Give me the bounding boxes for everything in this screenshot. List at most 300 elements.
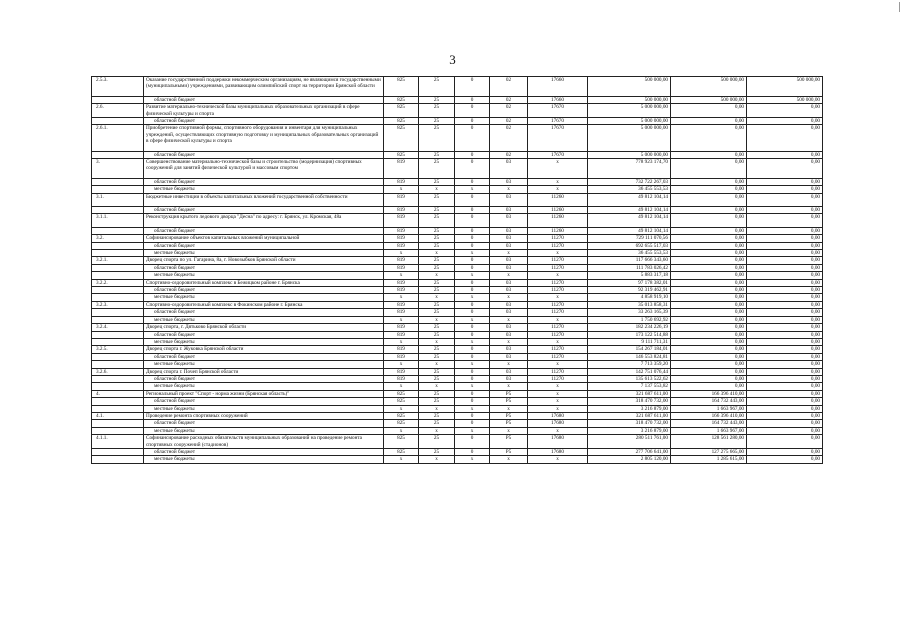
code-cell-program: 25 xyxy=(419,193,455,206)
code-cell-program: 25 xyxy=(419,301,455,308)
code-cell-program: 25 xyxy=(419,368,455,375)
amount-year-3-cell: 500 000,00 xyxy=(747,96,823,103)
code-cell-ministry: 819 xyxy=(384,227,419,234)
row-name-cell: областной бюджет xyxy=(144,287,384,294)
code-cell-direction: х xyxy=(528,338,588,345)
amount-year-3-cell: 0,00 xyxy=(747,368,823,375)
amount-year-2-cell: 128 561 280,00 xyxy=(671,435,747,449)
code-cell-program: 25 xyxy=(419,257,455,264)
code-cell-program: 25 xyxy=(419,398,455,405)
amount-year-2-cell: 0,00 xyxy=(671,264,747,271)
amount-year-3-cell: 0,00 xyxy=(747,242,823,249)
code-cell-event: 03 xyxy=(490,368,528,375)
row-name-cell: областной бюджет xyxy=(144,178,384,185)
amount-year-1-cell: 36 455 553,53 xyxy=(588,186,671,193)
code-cell-program: х xyxy=(419,456,455,463)
code-cell-program: 25 xyxy=(419,435,455,449)
amount-year-1-cell: 277 706 641,00 xyxy=(588,449,671,456)
code-cell-ministry: 825 xyxy=(384,398,419,405)
code-cell-ministry: 825 xyxy=(384,435,419,449)
amount-year-1-cell: 36 455 553,53 xyxy=(588,250,671,257)
code-cell-program: 25 xyxy=(419,279,455,286)
row-number-cell: 4.1.1. xyxy=(92,435,144,449)
code-cell-event: 03 xyxy=(490,235,528,242)
code-cell-subprogram: 0 xyxy=(455,193,490,206)
row-name-cell: областной бюджет xyxy=(144,420,384,427)
amount-year-3-cell: 0,00 xyxy=(747,331,823,338)
amount-year-3-cell: 0,00 xyxy=(747,338,823,345)
row-name-cell: областной бюджет xyxy=(144,242,384,249)
code-cell-event: 03 xyxy=(490,279,528,286)
amount-year-1-cell: 5 000 000,00 xyxy=(588,125,671,151)
code-cell-direction: 11270 xyxy=(528,301,588,308)
amount-year-1-cell: 142 751 076,44 xyxy=(588,368,671,375)
amount-year-2-cell: 127 275 665,00 xyxy=(671,449,747,456)
code-cell-ministry: х xyxy=(384,383,419,390)
code-cell-ministry: 819 xyxy=(384,287,419,294)
code-cell-direction: х xyxy=(528,390,588,397)
code-cell-subprogram: 0 xyxy=(455,279,490,286)
budget-source-row xyxy=(92,449,823,456)
row-name-cell: Спортивно-оздоровительный комплекс в Бежицком районе г. Брянска xyxy=(144,279,384,286)
budget-source-row xyxy=(92,338,823,345)
code-cell-direction: 11270 xyxy=(528,264,588,271)
amount-year-3-cell: 0,00 xyxy=(747,309,823,316)
amount-year-3-cell: 0,00 xyxy=(747,375,823,382)
code-cell-event: х xyxy=(490,316,528,323)
amount-year-3-cell: 0,00 xyxy=(747,272,823,279)
code-cell-program: х xyxy=(419,405,455,412)
amount-year-2-cell: 500 000,00 xyxy=(671,77,747,97)
row-name-cell: Совершенствование материально-технической базы и строительство (модернизация) спортивных сооружений для занятий физической культурой и массовым спортом xyxy=(144,159,384,179)
row-number-cell: 2.6.1. xyxy=(92,125,144,151)
row-name-cell: областной бюджет xyxy=(144,449,384,456)
code-cell-ministry: 825 xyxy=(384,412,419,419)
code-cell-ministry: 819 xyxy=(384,193,419,206)
row-name-cell: областной бюджет xyxy=(144,331,384,338)
row-number-cell xyxy=(92,207,144,214)
amount-year-3-cell: 0,00 xyxy=(747,125,823,151)
code-cell-ministry: 819 xyxy=(384,214,419,227)
amount-year-2-cell: 0,00 xyxy=(671,151,747,158)
code-cell-subprogram: 0 xyxy=(455,151,490,158)
row-name-cell: местные бюджеты xyxy=(144,427,384,434)
code-cell-direction: х xyxy=(528,250,588,257)
budget-item-row xyxy=(92,257,823,264)
row-number-cell xyxy=(92,151,144,158)
code-cell-event: 02 xyxy=(490,77,528,97)
amount-year-2-cell: 0,00 xyxy=(671,287,747,294)
code-cell-ministry: х xyxy=(384,250,419,257)
row-name-cell: Дворец спорта, г. Дятьково Брянской области xyxy=(144,324,384,331)
code-cell-direction: 11270 xyxy=(528,235,588,242)
code-cell-subprogram: х xyxy=(455,456,490,463)
row-number-cell xyxy=(92,96,144,103)
budget-item-row xyxy=(92,435,823,449)
code-cell-direction: х xyxy=(528,178,588,185)
code-cell-direction: 11270 xyxy=(528,375,588,382)
budget-source-row xyxy=(92,207,823,214)
row-name-cell: областной бюджет xyxy=(144,118,384,125)
budget-item-row xyxy=(92,279,823,286)
amount-year-1-cell: 5 000 000,00 xyxy=(588,151,671,158)
amount-year-2-cell: 0,00 xyxy=(671,193,747,206)
code-cell-subprogram: х xyxy=(455,316,490,323)
amount-year-2-cell: 0,00 xyxy=(671,159,747,179)
code-cell-subprogram: 0 xyxy=(455,104,490,118)
code-cell-ministry: 819 xyxy=(384,207,419,214)
code-cell-program: 25 xyxy=(419,375,455,382)
code-cell-direction: 17670 xyxy=(528,104,588,118)
code-cell-program: 25 xyxy=(419,331,455,338)
budget-source-row xyxy=(92,151,823,158)
page-number: 3 xyxy=(449,52,456,67)
code-cell-ministry: 819 xyxy=(384,159,419,179)
code-cell-subprogram: 0 xyxy=(455,398,490,405)
amount-year-3-cell: 0,00 xyxy=(747,207,823,214)
amount-year-2-cell: 0,00 xyxy=(671,331,747,338)
amount-year-2-cell: 1 663 967,00 xyxy=(671,427,747,434)
code-cell-subprogram: 0 xyxy=(455,118,490,125)
code-cell-program: 25 xyxy=(419,390,455,397)
amount-year-1-cell: 173 122 514,88 xyxy=(588,331,671,338)
code-cell-program: х xyxy=(419,338,455,345)
code-cell-event: 03 xyxy=(490,178,528,185)
code-cell-ministry: х xyxy=(384,427,419,434)
code-cell-event: 02 xyxy=(490,151,528,158)
code-cell-subprogram: 0 xyxy=(455,77,490,97)
code-cell-subprogram: 0 xyxy=(455,412,490,419)
budget-source-row xyxy=(92,309,823,316)
code-cell-program: 25 xyxy=(419,118,455,125)
code-cell-direction: 11270 xyxy=(528,242,588,249)
code-cell-program: 25 xyxy=(419,104,455,118)
row-number-cell xyxy=(92,353,144,360)
code-cell-event: P5 xyxy=(490,420,528,427)
budget-source-row xyxy=(92,272,823,279)
amount-year-2-cell: 0,00 xyxy=(671,324,747,331)
amount-year-3-cell: 0,00 xyxy=(747,324,823,331)
code-cell-ministry: 825 xyxy=(384,125,419,151)
code-cell-event: 03 xyxy=(490,331,528,338)
amount-year-2-cell: 0,00 xyxy=(671,368,747,375)
row-number-cell: 3. xyxy=(92,159,144,179)
code-cell-direction: х xyxy=(528,361,588,368)
amount-year-2-cell: 0,00 xyxy=(671,346,747,353)
amount-year-1-cell: 146 553 824,81 xyxy=(588,353,671,360)
code-cell-subprogram: 0 xyxy=(455,257,490,264)
budget-source-row xyxy=(92,250,823,257)
code-cell-direction: х xyxy=(528,272,588,279)
amount-year-1-cell: 729 111 070,56 xyxy=(588,235,671,242)
code-cell-program: 25 xyxy=(419,235,455,242)
code-cell-event: 03 xyxy=(490,193,528,206)
code-cell-ministry: 825 xyxy=(384,77,419,97)
code-cell-subprogram: х xyxy=(455,361,490,368)
amount-year-2-cell: 0,00 xyxy=(671,301,747,308)
code-cell-event: P5 xyxy=(490,435,528,449)
row-number-cell: 3.2.3. xyxy=(92,301,144,308)
row-number-cell xyxy=(92,242,144,249)
code-cell-subprogram: 0 xyxy=(455,178,490,185)
amount-year-1-cell: 5 000 000,00 xyxy=(588,104,671,118)
row-number-cell: 4. xyxy=(92,390,144,397)
row-name-cell: местные бюджеты xyxy=(144,338,384,345)
row-number-cell: 3.1.1. xyxy=(92,214,144,227)
row-name-cell: областной бюджет xyxy=(144,96,384,103)
amount-year-1-cell: 4 858 919,10 xyxy=(588,294,671,301)
code-cell-direction: 11260 xyxy=(528,214,588,227)
code-cell-ministry: 825 xyxy=(384,118,419,125)
amount-year-3-cell: 0,00 xyxy=(747,412,823,419)
budget-item-row xyxy=(92,412,823,419)
amount-year-3-cell: 0,00 xyxy=(747,346,823,353)
code-cell-event: х xyxy=(490,272,528,279)
row-name-cell: местные бюджеты xyxy=(144,361,384,368)
budget-source-row xyxy=(92,420,823,427)
code-cell-ministry: х xyxy=(384,316,419,323)
code-cell-event: 02 xyxy=(490,118,528,125)
amount-year-3-cell: 0,00 xyxy=(747,449,823,456)
code-cell-program: х xyxy=(419,294,455,301)
code-cell-subprogram: х xyxy=(455,427,490,434)
amount-year-2-cell: 0,00 xyxy=(671,257,747,264)
code-cell-ministry: 825 xyxy=(384,420,419,427)
code-cell-program: 25 xyxy=(419,77,455,97)
code-cell-subprogram: 0 xyxy=(455,324,490,331)
code-cell-subprogram: 0 xyxy=(455,125,490,151)
row-number-cell xyxy=(92,383,144,390)
row-name-cell: Приобретение спортивной формы, спортивного оборудования и инвентаря для муниципальных учреждений, осуществляющих спортивную подготовку и муниципальных образовательных организаций в сфере физической культуры и спорта xyxy=(144,125,384,151)
amount-year-2-cell: 0,00 xyxy=(671,104,747,118)
amount-year-1-cell: 2 805 120,00 xyxy=(588,456,671,463)
amount-year-1-cell: 5 000 000,00 xyxy=(588,118,671,125)
amount-year-1-cell: 7 713 359,20 xyxy=(588,361,671,368)
code-cell-direction: 11270 xyxy=(528,324,588,331)
amount-year-1-cell: 9 111 711,31 xyxy=(588,338,671,345)
amount-year-1-cell: 49 812 104,14 xyxy=(588,207,671,214)
amount-year-3-cell: 0,00 xyxy=(747,398,823,405)
row-number-cell: 2.5.3. xyxy=(92,77,144,97)
row-number-cell xyxy=(92,456,144,463)
amount-year-1-cell: 692 655 517,03 xyxy=(588,242,671,249)
code-cell-direction: х xyxy=(528,405,588,412)
code-cell-event: P5 xyxy=(490,449,528,456)
amount-year-1-cell: 318 470 732,00 xyxy=(588,398,671,405)
row-number-cell: 3.2.2. xyxy=(92,279,144,286)
code-cell-ministry: 819 xyxy=(384,309,419,316)
amount-year-3-cell: 0,00 xyxy=(747,390,823,397)
budget-source-row xyxy=(92,264,823,271)
code-cell-ministry: х xyxy=(384,272,419,279)
amount-year-3-cell: 0,00 xyxy=(747,235,823,242)
code-cell-direction: 11270 xyxy=(528,257,588,264)
amount-year-1-cell: 1 750 692,92 xyxy=(588,316,671,323)
code-cell-direction: 11270 xyxy=(528,331,588,338)
budget-item-row xyxy=(92,193,823,206)
amount-year-3-cell: 0,00 xyxy=(747,301,823,308)
code-cell-direction: х xyxy=(528,159,588,179)
code-cell-subprogram: 0 xyxy=(455,287,490,294)
amount-year-1-cell: 117 666 343,60 xyxy=(588,257,671,264)
budget-source-row xyxy=(92,186,823,193)
budget-item-row xyxy=(92,125,823,151)
amount-year-1-cell: 3 216 879,00 xyxy=(588,427,671,434)
code-cell-event: х xyxy=(490,456,528,463)
budget-source-row xyxy=(92,242,823,249)
row-name-cell: местные бюджеты xyxy=(144,186,384,193)
budget-source-row xyxy=(92,178,823,185)
amount-year-1-cell: 5 883 317,18 xyxy=(588,272,671,279)
code-cell-direction: 11270 xyxy=(528,353,588,360)
row-name-cell: Реконструкция крытого ледового дворца "Десна" по адресу: г. Брянск, ул. Кромская, 48а xyxy=(144,214,384,227)
code-cell-program: х xyxy=(419,361,455,368)
row-number-cell xyxy=(92,331,144,338)
amount-year-3-cell: 0,00 xyxy=(747,456,823,463)
budget-item-row xyxy=(92,235,823,242)
code-cell-ministry: х xyxy=(384,294,419,301)
code-cell-event: 03 xyxy=(490,301,528,308)
code-cell-program: 25 xyxy=(419,242,455,249)
code-cell-direction: 11270 xyxy=(528,287,588,294)
amount-year-3-cell: 0,00 xyxy=(747,279,823,286)
row-number-cell xyxy=(92,405,144,412)
code-cell-event: 03 xyxy=(490,309,528,316)
code-cell-program: х xyxy=(419,272,455,279)
code-cell-program: х xyxy=(419,383,455,390)
code-cell-subprogram: 0 xyxy=(455,390,490,397)
code-cell-event: 03 xyxy=(490,257,528,264)
amount-year-2-cell: 1 285 615,00 xyxy=(671,456,747,463)
row-name-cell: местные бюджеты xyxy=(144,456,384,463)
code-cell-direction: 11260 xyxy=(528,193,588,206)
amount-year-2-cell: 0,00 xyxy=(671,235,747,242)
amount-year-2-cell: 0,00 xyxy=(671,207,747,214)
amount-year-1-cell: 318 470 732,00 xyxy=(588,420,671,427)
code-cell-subprogram: х xyxy=(455,383,490,390)
amount-year-2-cell: 0,00 xyxy=(671,178,747,185)
amount-year-1-cell: 3 216 879,00 xyxy=(588,405,671,412)
amount-year-1-cell: 49 812 104,14 xyxy=(588,214,671,227)
budget-item-row xyxy=(92,77,823,97)
code-cell-program: 25 xyxy=(419,412,455,419)
amount-year-3-cell: 0,00 xyxy=(747,250,823,257)
code-cell-direction: х xyxy=(528,398,588,405)
amount-year-3-cell: 0,00 xyxy=(747,383,823,390)
budget-item-row xyxy=(92,159,823,179)
row-number-cell xyxy=(92,449,144,456)
code-cell-subprogram: 0 xyxy=(455,159,490,179)
code-cell-ministry: 819 xyxy=(384,242,419,249)
amount-year-1-cell: 111 783 026,42 xyxy=(588,264,671,271)
code-cell-direction: 17670 xyxy=(528,118,588,125)
amount-year-2-cell: 0,00 xyxy=(671,375,747,382)
budget-source-row xyxy=(92,456,823,463)
amount-year-1-cell: 321 687 611,00 xyxy=(588,412,671,419)
row-number-cell xyxy=(92,186,144,193)
code-cell-subprogram: 0 xyxy=(455,227,490,234)
code-cell-program: 25 xyxy=(419,125,455,151)
code-cell-direction: 17660 xyxy=(528,96,588,103)
code-cell-event: 03 xyxy=(490,242,528,249)
code-cell-direction: 11260 xyxy=(528,227,588,234)
amount-year-1-cell: 33 263 165,39 xyxy=(588,309,671,316)
row-name-cell: Спортивно-оздоровительный комплекс в Фокинском районе г. Брянска xyxy=(144,301,384,308)
amount-year-1-cell: 732 722 267,03 xyxy=(588,178,671,185)
amount-year-1-cell: 35 013 858,31 xyxy=(588,301,671,308)
amount-year-2-cell: 0,00 xyxy=(671,186,747,193)
code-cell-ministry: 819 xyxy=(384,375,419,382)
amount-year-2-cell: 0,00 xyxy=(671,250,747,257)
amount-year-3-cell: 0,00 xyxy=(747,159,823,179)
row-name-cell: Проведение ремонта спортивных сооружений xyxy=(144,412,384,419)
code-cell-direction: 17680 xyxy=(528,420,588,427)
amount-year-2-cell: 0,00 xyxy=(671,227,747,234)
row-name-cell: местные бюджеты xyxy=(144,405,384,412)
row-name-cell: местные бюджеты xyxy=(144,250,384,257)
budget-item-row xyxy=(92,368,823,375)
row-number-cell xyxy=(92,178,144,185)
code-cell-ministry: х xyxy=(384,361,419,368)
budget-source-row xyxy=(92,375,823,382)
row-number-cell xyxy=(92,118,144,125)
code-cell-subprogram: 0 xyxy=(455,449,490,456)
code-cell-program: х xyxy=(419,427,455,434)
code-cell-event: 02 xyxy=(490,125,528,151)
row-number-cell xyxy=(92,398,144,405)
code-cell-event: 02 xyxy=(490,104,528,118)
code-cell-subprogram: 0 xyxy=(455,207,490,214)
amount-year-3-cell: 0,00 xyxy=(747,427,823,434)
code-cell-subprogram: 0 xyxy=(455,301,490,308)
amount-year-2-cell: 0,00 xyxy=(671,361,747,368)
amount-year-3-cell: 0,00 xyxy=(747,186,823,193)
code-cell-direction: 17680 xyxy=(528,435,588,449)
row-number-cell xyxy=(92,361,144,368)
budget-item-row xyxy=(92,324,823,331)
code-cell-ministry: 819 xyxy=(384,301,419,308)
code-cell-program: 25 xyxy=(419,353,455,360)
budget-item-row xyxy=(92,214,823,227)
budget-source-row xyxy=(92,398,823,405)
row-name-cell: областной бюджет xyxy=(144,264,384,271)
code-cell-ministry: 819 xyxy=(384,353,419,360)
code-cell-event: 03 xyxy=(490,353,528,360)
row-number-cell: 3.2.4. xyxy=(92,324,144,331)
amount-year-2-cell: 0,00 xyxy=(671,309,747,316)
amount-year-2-cell: 164 732 443,00 xyxy=(671,398,747,405)
row-name-cell: Дворец спорта г. Почеп Брянской области xyxy=(144,368,384,375)
code-cell-event: х xyxy=(490,427,528,434)
amount-year-2-cell: 500 000,00 xyxy=(671,96,747,103)
budget-source-row xyxy=(92,353,823,360)
budget-source-row xyxy=(92,96,823,103)
code-cell-direction: 17670 xyxy=(528,151,588,158)
row-number-cell: 3.1. xyxy=(92,193,144,206)
budget-source-row xyxy=(92,287,823,294)
code-cell-event: 03 xyxy=(490,214,528,227)
amount-year-2-cell: 0,00 xyxy=(671,338,747,345)
amount-year-1-cell: 49 812 104,14 xyxy=(588,193,671,206)
budget-source-row xyxy=(92,227,823,234)
row-number-cell xyxy=(92,264,144,271)
code-cell-direction: 17680 xyxy=(528,449,588,456)
amount-year-3-cell: 0,00 xyxy=(747,420,823,427)
row-number-cell: 2.6. xyxy=(92,104,144,118)
code-cell-subprogram: 0 xyxy=(455,242,490,249)
code-cell-program: 25 xyxy=(419,420,455,427)
code-cell-subprogram: 0 xyxy=(455,368,490,375)
